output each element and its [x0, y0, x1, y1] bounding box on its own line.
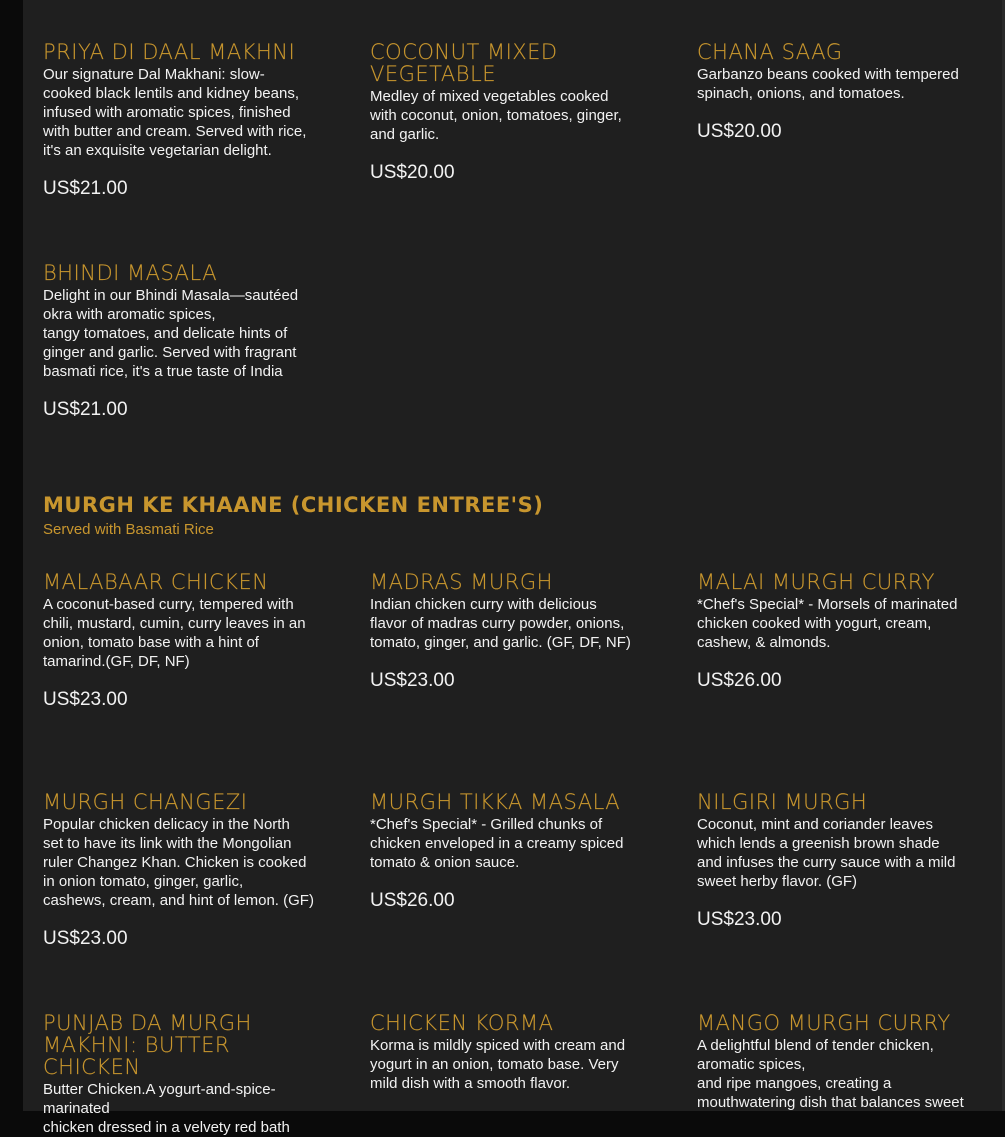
menu-item-malai-murgh-curry[interactable] [697, 571, 987, 692]
menu-item-description: Delight in our Bhindi Masala—sautéed okra with aromatic spices, tangy tomatoes, and delicate hints of ginger and garlic. Served with fragrant basmati rice, it's a true taste of India [43, 287, 299, 380]
menu-item-nilgiri-murgh[interactable] [697, 791, 987, 931]
menu-item-description: Coconut, mint and coriander leaves which lends a greenish brown shade and infuses the curry sauce with a mild sweet herby flavor. (GF) [697, 816, 956, 890]
menu-item-murgh-tikka-masala[interactable] [370, 791, 660, 912]
menu-item-price: US$23.00 [43, 928, 128, 949]
menu-item-price: US$20.00 [370, 162, 455, 183]
menu-item-description: Popular chicken delicacy in the North set to have its link with the Mongolian ruler Changez Khan. Chicken is cooked in onion tomato, ginger, garlic, cashews, cream, and hint of lemon. (GF) [43, 816, 314, 909]
menu-item-name: MURGH TIKKA MASALA [370, 790, 621, 814]
menu-item-madras-murgh[interactable] [370, 571, 660, 692]
menu-item-chicken-korma[interactable] [370, 1012, 660, 1093]
menu-item-name: PUNJAB DA MURGH MAKHNI: BUTTER CHICKEN [43, 1011, 252, 1079]
menu-item-price: US$21.00 [43, 178, 128, 199]
menu-item-chana-saag[interactable] [697, 41, 987, 143]
section-title: MURGH KE KHAANE (CHICKEN ENTREE'S) [43, 493, 544, 517]
menu-item-name: NILGIRI MURGH [697, 790, 868, 814]
menu-item-bhindi-masala[interactable] [43, 262, 333, 421]
menu-item-price: US$26.00 [370, 890, 455, 911]
menu-item-priya-di-daal-makhni[interactable] [43, 41, 333, 200]
menu-item-murgh-changezi[interactable] [43, 791, 333, 950]
menu-item-coconut-mixed-vegetable[interactable] [370, 41, 660, 184]
menu-item-description: Garbanzo beans cooked with tempered spinach, onions, and tomatoes. [697, 66, 959, 102]
menu-item-name: CHICKEN KORMA [370, 1011, 554, 1035]
menu-item-name: CHANA SAAG [697, 40, 843, 64]
menu-item-name: MANGO MURGH CURRY [697, 1011, 951, 1035]
menu-item-malabaar-chicken[interactable] [43, 571, 333, 711]
menu-item-price: US$26.00 [697, 670, 782, 691]
menu-item-name: MALAI MURGH CURRY [697, 570, 935, 594]
menu-item-price: US$21.00 [43, 399, 128, 420]
menu-item-name: MALABAAR CHICKEN [43, 570, 269, 594]
menu-item-name: MURGH CHANGEZI [43, 790, 248, 814]
menu-item-description: Butter Chicken.A yogurt-and-spice- marinated chicken dressed in a velvety red bath [43, 1081, 290, 1136]
menu-item-mango-murgh-curry[interactable] [697, 1012, 987, 1112]
menu-item-description: Medley of mixed vegetables cooked with coconut, onion, tomatoes, ginger, and garlic. [370, 88, 622, 143]
section-subtitle: Served with Basmati Rice [43, 521, 214, 538]
menu-item-name: COCONUT MIXED VEGETABLE [370, 40, 558, 86]
menu-item-description: Korma is mildly spiced with cream and yogurt in an onion, tomato base. Very mild dish with a smooth flavor. [370, 1037, 626, 1092]
menu-item-price: US$23.00 [697, 909, 782, 930]
menu-item-description: *Chef's Special* - Grilled chunks of chicken enveloped in a creamy spiced tomato & onion sauce. [370, 816, 624, 871]
menu-item-price: US$20.00 [697, 121, 782, 142]
menu-item-description: A delightful blend of tender chicken, aromatic spices, and ripe mangoes, creating a mouthwatering dish that balances sweet [697, 1037, 964, 1111]
menu-item-description: A coconut-based curry, tempered with chili, mustard, cumin, curry leaves in an onion, tomato base with a hint of tamarind.(GF, DF, NF) [43, 596, 306, 670]
menu-item-name: MADRAS MURGH [370, 570, 553, 594]
menu-item-punjab-da-murgh-makhni[interactable] [43, 1012, 333, 1137]
menu-item-price: US$23.00 [43, 689, 128, 710]
menu-item-name: PRIYA DI DAAL MAKHNI [43, 40, 296, 64]
menu-item-description: *Chef's Special* - Morsels of marinated chicken cooked with yogurt, cream, cashew, & almonds. [697, 596, 958, 651]
menu-item-description: Our signature Dal Makhani: slow- cooked black lentils and kidney beans, infused with aromatic spices, finished with butter and cream. Served with rice, it's an exquisite vegetarian delight. [43, 66, 307, 159]
menu-item-price: US$23.00 [370, 670, 455, 691]
menu-item-description: Indian chicken curry with delicious flavor of madras curry powder, onions, tomato, ginger, and garlic. (GF, DF, NF) [370, 596, 631, 651]
menu-item-name: BHINDI MASALA [43, 261, 218, 285]
